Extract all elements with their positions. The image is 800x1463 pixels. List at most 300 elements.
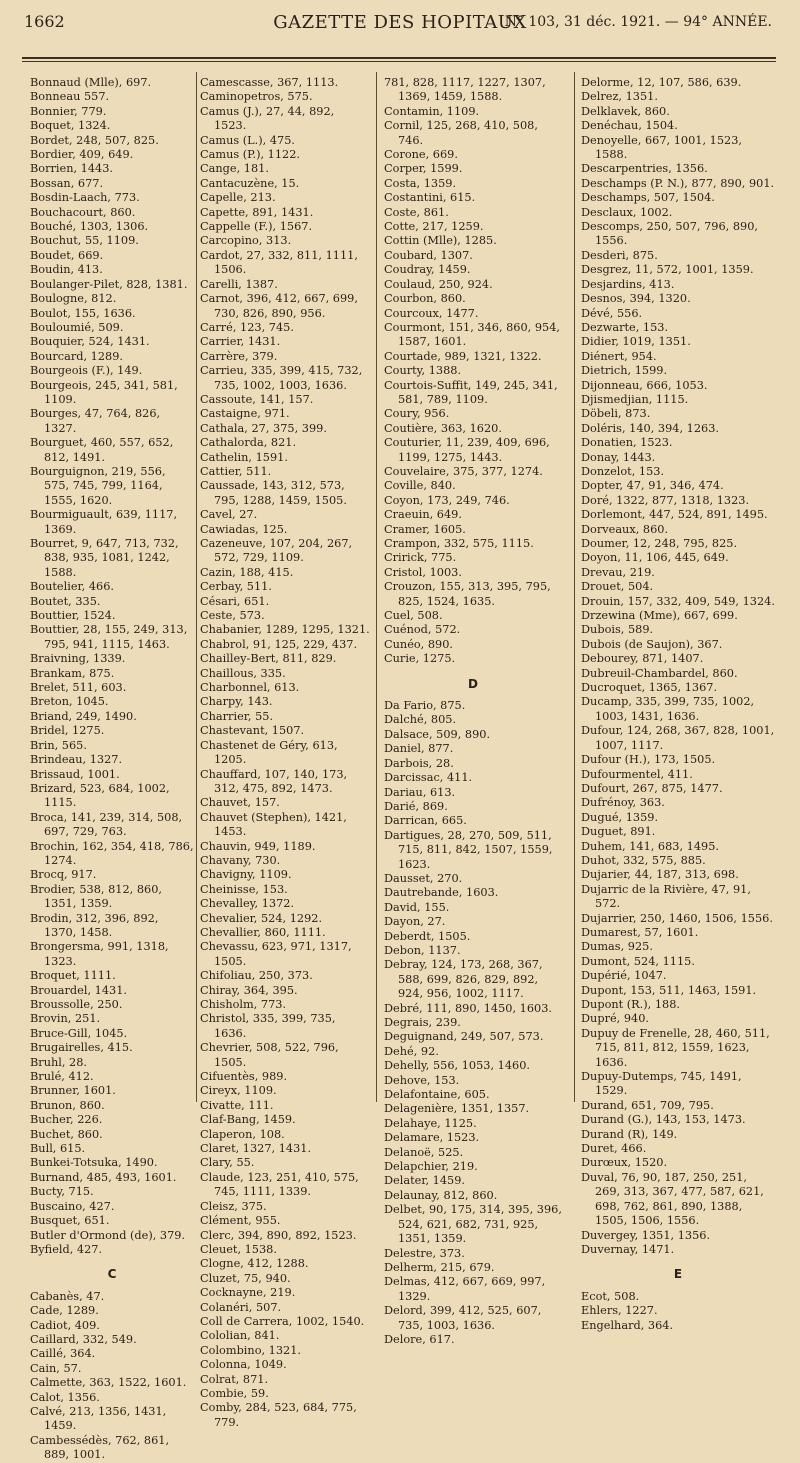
- index-entry: Coury, 956.: [384, 407, 450, 421]
- index-entry: Delestre, 373.: [384, 1246, 465, 1260]
- index-entry: Cambessédès, 762, 861, 889, 1001.: [30, 1433, 170, 1462]
- index-entry: Chisholm, 773.: [200, 998, 287, 1011]
- index-entry: Cathelin, 1591.: [200, 450, 288, 464]
- index-entry: Desnos, 394, 1320.: [581, 292, 691, 306]
- index-entry: Dupuy-Dutemps, 745, 1491, 1529.: [581, 1070, 742, 1098]
- index-entry: Caminopetros, 575.: [200, 90, 313, 104]
- index-entry: Bourguignon, 219, 556, 575, 745, 799, 1164, 1555, 1620.: [30, 464, 166, 507]
- index-entry: Borrien, 1443.: [30, 162, 114, 176]
- index-entry: Corone, 669.: [384, 148, 458, 162]
- index-entry: Claf-Bang, 1459.: [200, 1113, 296, 1127]
- index-entry: Charrier, 55.: [200, 709, 274, 723]
- index-entry: Corper, 1599.: [384, 162, 463, 176]
- index-entry: Caillard, 332, 549.: [30, 1332, 137, 1346]
- index-entry: Chevalier, 524, 1292.: [200, 911, 323, 925]
- index-entry: Desclaux, 1002.: [581, 205, 673, 219]
- index-entry: Duret, 466.: [581, 1142, 647, 1156]
- index-entry: Charpy, 143.: [200, 695, 273, 709]
- index-entry: Castaigne, 971.: [200, 407, 290, 421]
- index-entry: Darcissac, 411.: [384, 771, 473, 785]
- index-entry: Donatien, 1523.: [581, 436, 673, 450]
- index-entry: Diénert, 954.: [581, 349, 657, 363]
- index-entry: Dehé, 92.: [384, 1044, 439, 1058]
- index-entry: Desjardins, 413.: [581, 277, 675, 291]
- index-entry: Bouchut, 55, 1109.: [30, 234, 139, 248]
- index-entry: Bordet, 248, 507, 825.: [30, 133, 159, 147]
- index-entry: Dujarrier, 250, 1460, 1506, 1556.: [581, 911, 773, 925]
- index-entry: Chevallier, 860, 1111.: [200, 925, 326, 939]
- index-entry: Chauffard, 107, 140, 173, 312, 475, 892, 1473.: [200, 767, 348, 795]
- index-entry: Busquet, 651.: [30, 1214, 110, 1228]
- index-entry: Cunéo, 890.: [384, 637, 454, 651]
- index-entry: Cluzet, 75, 940.: [200, 1271, 291, 1285]
- index-entry: Brodier, 538, 812, 860, 1351, 1359.: [30, 882, 163, 911]
- index-entry: Boulogne, 812.: [30, 292, 117, 306]
- index-entry: Coubard, 1307.: [384, 248, 473, 262]
- index-entry: Delord, 399, 412, 525, 607, 735, 1003, 1636.: [384, 1304, 542, 1332]
- index-entry: Cleuet, 1538.: [200, 1242, 277, 1256]
- index-entry: Cantacuzène, 15.: [200, 176, 300, 190]
- index-entry: Coll de Carrera, 1002, 1540.: [200, 1314, 365, 1328]
- index-entry: Breton, 1045.: [30, 695, 109, 709]
- index-entry: Bossan, 677.: [30, 176, 104, 190]
- index-entry: Denéchau, 1504.: [581, 119, 678, 133]
- index-entry: Bruce-Gill, 1045.: [30, 1026, 128, 1040]
- index-entry: Bonnier, 779.: [30, 104, 107, 118]
- index-entry: Cazeneuve, 107, 204, 267, 572, 729, 1109.: [200, 537, 353, 565]
- index-entry: Brissaud, 1001.: [30, 767, 120, 781]
- index-column-4: [581, 76, 775, 1332]
- index-entry: Cuel, 508.: [384, 609, 443, 623]
- index-entry: Brulé, 412.: [30, 1070, 94, 1084]
- index-entry: Calmette, 363, 1522, 1601.: [30, 1376, 187, 1390]
- index-entry: Dupérié, 1047.: [581, 969, 667, 983]
- index-entry: Combie, 59.: [200, 1386, 269, 1400]
- index-entry: Drouet, 504.: [581, 580, 654, 594]
- index-entry: Cifuentès, 989.: [200, 1070, 288, 1084]
- index-entry: Denoyelle, 667, 1001, 1523, 1588.: [581, 133, 742, 162]
- index-entry: Courmont, 151, 346, 860, 954, 1587, 1601.: [384, 320, 561, 349]
- index-entry: Ducamp, 335, 399, 735, 1002, 1003, 1431, 1636.: [581, 695, 755, 723]
- index-entry: Duvernay, 1471.: [581, 1242, 675, 1256]
- index-entry: Darrican, 665.: [384, 814, 467, 828]
- index-entry: Descomps, 250, 507, 796, 890, 1556.: [581, 220, 758, 248]
- index-entry: Dubreuil-Chambardel, 860.: [581, 666, 738, 680]
- index-column-3: [384, 76, 562, 1346]
- index-entry: Cheinisse, 153.: [200, 882, 288, 896]
- index-entry: Buchet, 860.: [30, 1127, 103, 1141]
- index-entry: Debourey, 871, 1407.: [581, 652, 704, 666]
- index-entry: Carrieu, 335, 399, 415, 732, 735, 1002, 1003, 1636.: [200, 364, 363, 392]
- index-entry: Chabanier, 1289, 1295, 1321.: [200, 623, 370, 637]
- index-entry: Delaunay, 812, 860.: [384, 1188, 498, 1202]
- index-entry: Butler d'Ormond (de), 379.: [30, 1228, 186, 1242]
- index-entry: Cassoute, 141, 157.: [200, 392, 314, 406]
- index-entry: Camus (L.), 475.: [200, 133, 295, 147]
- index-entry: Bouché, 1303, 1306.: [30, 220, 149, 234]
- index-entry: Couvelaire, 375, 377, 1274.: [384, 464, 543, 478]
- index-entry: Claret, 1327, 1431.: [200, 1142, 312, 1156]
- index-entry: Desgrez, 11, 572, 1001, 1359.: [581, 263, 754, 277]
- index-entry: Brocq, 917.: [30, 868, 97, 882]
- index-entry: Cange, 181.: [200, 162, 269, 176]
- index-entry: Cardot, 27, 332, 811, 1111, 1506.: [200, 248, 358, 277]
- index-entry: Daniel, 877.: [384, 742, 454, 756]
- index-entry: Doyon, 11, 106, 445, 649.: [581, 551, 729, 565]
- index-entry: Cavel, 27.: [200, 508, 258, 522]
- index-entry: Bucher, 226.: [30, 1113, 103, 1127]
- index-entry: Drouin, 157, 332, 409, 549, 1324.: [581, 594, 775, 608]
- index-entry: Didier, 1019, 1351.: [581, 335, 691, 349]
- index-entry: Bouquier, 524, 1431.: [30, 335, 150, 349]
- index-entry: Doléris, 140, 394, 1263.: [581, 421, 719, 435]
- index-entry: Brankam, 875.: [30, 666, 115, 680]
- index-entry: Delmas, 412, 667, 669, 997, 1329.: [384, 1275, 546, 1303]
- index-entry: Doré, 1322, 877, 1318, 1323.: [581, 493, 750, 507]
- index-entry: Brindeau, 1327.: [30, 753, 123, 767]
- index-entry: Camus (J.), 27, 44, 892, 1523.: [200, 104, 335, 133]
- index-entry: Duvergey, 1351, 1356.: [581, 1228, 711, 1242]
- index-entry: Byfield, 427.: [30, 1242, 103, 1256]
- index-entry: Brunon, 860.: [30, 1098, 105, 1112]
- index-entry: Capette, 891, 1431.: [200, 205, 314, 219]
- index-entry: Chastenet de Géry, 613, 1205.: [200, 738, 338, 767]
- index-entry: Dupont, 153, 511, 1463, 1591.: [581, 983, 757, 997]
- index-entry: Brouardel, 1431.: [30, 983, 127, 997]
- index-entry: Djismedjian, 1115.: [581, 392, 689, 406]
- index-entry: Calot, 1356.: [30, 1390, 100, 1404]
- index-entry: Cathala, 27, 375, 399.: [200, 421, 327, 435]
- index-entry: Durand, 651, 709, 795.: [581, 1098, 714, 1112]
- index-entry: Delater, 1459.: [384, 1174, 465, 1188]
- index-entry: Bridel, 1275.: [30, 724, 105, 738]
- index-entry: Cotte, 217, 1259.: [384, 220, 484, 234]
- index-entry: Ecot, 508.: [581, 1289, 640, 1303]
- index-entry: Chailley-Bert, 811, 829.: [200, 652, 337, 666]
- page-number: 1662: [24, 12, 65, 31]
- index-entry: Cerbay, 511.: [200, 580, 272, 594]
- index-entry: Chaillous, 335.: [200, 666, 286, 680]
- index-entry: Carré, 123, 745.: [200, 320, 294, 334]
- index-entry: Duhot, 332, 575, 885.: [581, 853, 706, 867]
- index-column-1: [30, 76, 194, 1462]
- index-entry: Chevrier, 508, 522, 796, 1505.: [200, 1041, 339, 1069]
- section-letter: D: [468, 676, 478, 691]
- index-entry: David, 155.: [384, 900, 450, 914]
- index-entry: Delbet, 90, 175, 314, 395, 396, 524, 621, 682, 731, 925, 1351, 1359.: [384, 1203, 562, 1246]
- index-entry: Dufrénoy, 363.: [581, 796, 665, 810]
- index-entry: Crampon, 332, 575, 1115.: [384, 537, 534, 550]
- index-entry: Dubois, 589.: [581, 623, 654, 637]
- index-entry: Delahaye, 1125.: [384, 1116, 477, 1130]
- index-entry: Chiray, 364, 395.: [200, 983, 298, 997]
- index-entry: Curie, 1275.: [384, 652, 456, 666]
- index-entry: Cade, 1289.: [30, 1304, 99, 1318]
- index-entry: Delapchier, 219.: [384, 1160, 478, 1174]
- index-entry: Braivning, 1339.: [30, 652, 126, 666]
- index-entry: Dumas, 925.: [581, 940, 653, 954]
- index-entry: Claperon, 108.: [200, 1127, 285, 1141]
- index-entry: Chauvet (Stephen), 1421, 1453.: [200, 810, 347, 839]
- index-entry: Carcopino, 313.: [200, 234, 292, 248]
- journal-title: GAZETTE DES HOPITAUX: [273, 12, 527, 33]
- index-entry: Chabrol, 91, 125, 229, 437.: [200, 637, 358, 651]
- index-entry: Calvé, 213, 1356, 1431, 1459.: [30, 1404, 167, 1433]
- index-entry: Brongersma, 991, 1318, 1323.: [30, 940, 169, 968]
- index-entry: Chifoliau, 250, 373.: [200, 969, 313, 983]
- index-entry: Dupré, 940.: [581, 1012, 649, 1026]
- index-entry: Descarpentries, 1356.: [581, 162, 708, 176]
- index-entry: Cuénod, 572.: [384, 623, 461, 637]
- index-entry: Delorme, 12, 107, 586, 639.: [581, 76, 742, 89]
- index-entry: Durœux, 1520.: [581, 1156, 668, 1170]
- index-entry: Colanéri, 507.: [200, 1300, 282, 1314]
- index-entry: Bouloumié, 509.: [30, 320, 124, 334]
- index-entry: Dumont, 524, 1115.: [581, 954, 695, 968]
- index-entry: Chavigny, 1109.: [200, 868, 292, 882]
- index-entry: Ceste, 573.: [200, 609, 265, 623]
- index-entry: Dufour, 124, 268, 367, 828, 1001, 1007, 1117.: [581, 724, 775, 752]
- index-entry: Dugué, 1359.: [581, 810, 659, 824]
- index-entry: Desderi, 875.: [581, 248, 658, 262]
- index-entry: Duval, 76, 90, 187, 250, 251, 269, 313, 367, 477, 587, 621, 698, 762, 861, 890, 1388, 1505, 1506, 1556.: [581, 1170, 764, 1228]
- index-entry: Cabanès, 47.: [30, 1289, 105, 1303]
- index-entry: Courcoux, 1477.: [384, 306, 479, 320]
- index-entry: Delore, 617.: [384, 1332, 455, 1346]
- column-divider: [376, 72, 377, 1102]
- index-entry: Dalché, 805.: [384, 713, 457, 727]
- index-entry: Dijonneau, 666, 1053.: [581, 378, 708, 392]
- section-letter: C: [107, 1267, 117, 1282]
- index-entry: Duguet, 891.: [581, 825, 656, 839]
- index-entry: Cazin, 188, 415.: [200, 565, 294, 579]
- index-entry: Cocknayne, 219.: [200, 1286, 296, 1300]
- index-entry: Civatte, 111.: [200, 1098, 274, 1112]
- index-entry: Bourguet, 460, 557, 652, 812, 1491.: [30, 436, 174, 464]
- index-entry: Carrier, 1431.: [200, 335, 281, 349]
- index-entry: Bourmiguault, 639, 1117, 1369.: [30, 508, 178, 536]
- index-entry: Cririck, 775.: [384, 551, 457, 565]
- index-entry: Colonna, 1049.: [200, 1358, 287, 1372]
- index-entry: Debon, 1137.: [384, 943, 461, 957]
- index-entry: Delafontaine, 605.: [384, 1088, 490, 1102]
- index-entry: Bucty, 715.: [30, 1185, 94, 1199]
- index-entry: Chauvet, 157.: [200, 796, 280, 810]
- index-entry: Debré, 111, 890, 1450, 1603.: [384, 1001, 553, 1015]
- index-entry: 781, 828, 1117, 1227, 1307, 1369, 1459, 1588.: [384, 76, 546, 104]
- index-entry: Costa, 1359.: [384, 176, 457, 190]
- index-entry: Brin, 565.: [30, 738, 87, 752]
- index-entry: Bonneau 557.: [30, 90, 110, 104]
- index-entry: Durand (G.), 143, 153, 1473.: [581, 1113, 746, 1127]
- index-entry: Darbois, 28.: [384, 756, 454, 770]
- index-entry: Broussolle, 250.: [30, 998, 123, 1011]
- index-entry: Da Fario, 875.: [384, 699, 466, 713]
- index-entry: Contamin, 1109.: [384, 104, 480, 118]
- index-entry: Dorlemont, 447, 524, 891, 1495.: [581, 508, 768, 522]
- index-entry: Cololian, 841.: [200, 1329, 280, 1343]
- page-header: [0, 12, 800, 42]
- index-entry: Dausset, 270.: [384, 871, 463, 885]
- index-entry: Clary, 55.: [200, 1156, 255, 1170]
- index-entry: Bull, 615.: [30, 1142, 86, 1156]
- index-entry: Doumer, 12, 248, 795, 825.: [581, 537, 738, 550]
- index-entry: Deberdt, 1505.: [384, 929, 471, 943]
- index-entry: Claude, 123, 251, 410, 575, 745, 1111, 1339.: [200, 1170, 359, 1199]
- index-entry: Coyon, 173, 249, 746.: [384, 493, 510, 507]
- index-entry: Clerc, 394, 890, 892, 1523.: [200, 1228, 357, 1242]
- index-entry: Coste, 861.: [384, 205, 449, 219]
- index-entry: Courbon, 860.: [384, 292, 466, 306]
- index-entry: Donzelot, 153.: [581, 464, 665, 478]
- index-entry: Cain, 57.: [30, 1361, 82, 1375]
- index-entry: Dumarest, 57, 1601.: [581, 925, 699, 939]
- index-entry: Carnot, 396, 412, 667, 699, 730, 826, 890, 956.: [200, 292, 358, 320]
- index-entry: Dujarric de la Rivière, 47, 91, 572.: [581, 882, 751, 911]
- index-entry: Caussade, 143, 312, 573, 795, 1288, 1459, 1505.: [200, 479, 347, 507]
- index-entry: Ehlers, 1227.: [581, 1304, 658, 1318]
- index-entry: Christol, 335, 399, 735, 1636.: [200, 1012, 336, 1040]
- index-entry: Burnand, 485, 493, 1601.: [30, 1170, 177, 1184]
- index-entry: Coutière, 363, 1620.: [384, 421, 502, 435]
- index-entry: Bourgeois (F.), 149.: [30, 364, 143, 378]
- index-entry: Briand, 249, 1490.: [30, 709, 137, 723]
- index-entry: Donay, 1443.: [581, 450, 656, 464]
- index-entry: Dehove, 153.: [384, 1073, 460, 1087]
- index-entry: Courtade, 989, 1321, 1322.: [384, 349, 542, 363]
- index-entry: Courtois-Suffit, 149, 245, 341, 581, 789, 1109.: [384, 378, 558, 406]
- index-entry: Cramer, 1605.: [384, 522, 466, 536]
- index-entry: Deschamps, 507, 1504.: [581, 191, 715, 205]
- index-entry: Bruhl, 28.: [30, 1055, 88, 1069]
- index-entry: Buscaino, 427.: [30, 1199, 115, 1213]
- index-entry: Deguignand, 249, 507, 573.: [384, 1030, 544, 1044]
- index-entry: Comby, 284, 523, 684, 775, 779.: [200, 1401, 357, 1429]
- index-entry: Engelhard, 364.: [581, 1318, 674, 1332]
- index-entry: Chevassu, 623, 971, 1317, 1505.: [200, 940, 352, 968]
- index-entry: Cireyx, 1109.: [200, 1084, 277, 1098]
- index-entry: Dayon, 27.: [384, 915, 446, 929]
- index-entry: Caillé, 364.: [30, 1347, 96, 1361]
- index-entry: Delklavek, 860.: [581, 104, 670, 118]
- index-entry: Clogne, 412, 1288.: [200, 1257, 309, 1271]
- issue-info: N° 103, 31 déc. 1921. — 94° ANNÉE.: [504, 14, 772, 30]
- column-divider: [574, 72, 575, 1102]
- index-entry: Dartigues, 28, 270, 509, 511, 715, 811, 842, 1507, 1559, 1623.: [384, 828, 553, 871]
- index-entry: Courty, 1388.: [384, 364, 462, 378]
- index-entry: Drzewina (Mme), 667, 699.: [581, 609, 738, 623]
- index-entry: Drevau, 219.: [581, 565, 655, 579]
- index-entry: Brodin, 312, 396, 892, 1370, 1458.: [30, 911, 159, 939]
- index-entry: Dietrich, 1599.: [581, 364, 668, 378]
- index-entry: Carelli, 1387.: [200, 277, 278, 291]
- column-divider: [196, 72, 197, 1102]
- index-entry: Dezwarte, 153.: [581, 320, 669, 334]
- index-entry: Cottin (Mlle), 1285.: [384, 234, 497, 248]
- header-rule-thin: [22, 61, 776, 62]
- index-entry: Césari, 651.: [200, 594, 270, 608]
- index-entry: Boquet, 1324.: [30, 119, 111, 133]
- index-entry: Cappelle (F.), 1567.: [200, 220, 313, 234]
- section-letter: E: [673, 1267, 683, 1282]
- index-entry: Dehelly, 556, 1053, 1460.: [384, 1059, 531, 1073]
- index-entry: Bonnaud (Mlle), 697.: [30, 76, 152, 89]
- index-entry: Brizard, 523, 684, 1002, 1115.: [30, 781, 170, 810]
- index-entry: Craeuin, 649.: [384, 508, 462, 522]
- index-entry: Dupont (R.), 188.: [581, 998, 681, 1011]
- index-entry: Bosdin-Laach, 773.: [30, 191, 140, 205]
- index-entry: Coulaud, 250, 924.: [384, 277, 493, 291]
- index-entry: Chavany, 730.: [200, 853, 281, 867]
- index-entry: Darié, 869.: [384, 799, 448, 813]
- index-entry: Delherm, 215, 679.: [384, 1260, 495, 1274]
- index-entry: Delamare, 1523.: [384, 1131, 480, 1145]
- index-entry: Dufour (H.), 173, 1505.: [581, 753, 716, 767]
- index-entry: Camus (P.), 1122.: [200, 148, 300, 162]
- index-entry: Bouchacourt, 860.: [30, 205, 136, 219]
- index-entry: Cleisz, 375.: [200, 1199, 267, 1213]
- index-entry: Boutet, 335.: [30, 594, 101, 608]
- index-entry: Brovin, 251.: [30, 1012, 101, 1026]
- index-entry: Couturier, 11, 239, 409, 696, 1199, 1275, 1443.: [384, 436, 550, 464]
- index-entry: Colrat, 871.: [200, 1372, 269, 1386]
- index-entry: Brelet, 511, 603.: [30, 681, 127, 695]
- index-entry: Dévé, 556.: [581, 306, 643, 320]
- index-entry: Cadiot, 409.: [30, 1318, 100, 1332]
- index-entry: Degrais, 239.: [384, 1016, 461, 1029]
- index-entry: Boudet, 669.: [30, 248, 104, 262]
- index-entry: Cathalorda, 821.: [200, 436, 297, 450]
- index-entry: Broca, 141, 239, 314, 508, 697, 729, 763.: [30, 810, 183, 839]
- index-entry: Durand (R), 149.: [581, 1127, 678, 1141]
- index-entry: Debray, 124, 173, 268, 367, 588, 699, 826, 829, 892, 924, 956, 1002, 1117.: [384, 958, 543, 1001]
- index-entry: Cornil, 125, 268, 410, 508, 746.: [384, 119, 538, 147]
- index-entry: Carrère, 379.: [200, 349, 278, 363]
- index-entry: Crouzon, 155, 313, 395, 795, 825, 1524, 1635.: [384, 580, 551, 608]
- index-entry: Dupuy de Frenelle, 28, 460, 511, 715, 811, 812, 1559, 1623, 1636.: [581, 1026, 770, 1069]
- index-entry: Bourret, 9, 647, 713, 732, 838, 935, 1081, 1242, 1588.: [30, 537, 179, 579]
- index-entry: Bouttier, 28, 155, 249, 313, 795, 941, 1115, 1463.: [30, 623, 188, 651]
- index-entry: Cristol, 1003.: [384, 565, 462, 579]
- index-entry: Dujarier, 44, 187, 313, 698.: [581, 868, 739, 882]
- index-entry: Boulot, 155, 1636.: [30, 306, 136, 320]
- index-entry: Dorveaux, 860.: [581, 522, 669, 536]
- index-entry: Brochin, 162, 354, 418, 786, 1274.: [30, 839, 194, 867]
- index-entry: Delrez, 1351.: [581, 90, 658, 104]
- index-entry: Boulanger-Pilet, 828, 1381.: [30, 277, 188, 291]
- index-entry: Cawiadas, 125.: [200, 522, 288, 536]
- index-entry: Boutelier, 466.: [30, 580, 115, 594]
- index-entry: Broquet, 1111.: [30, 969, 116, 983]
- index-entry: Dufourt, 267, 875, 1477.: [581, 781, 723, 795]
- index-entry: Dautrebande, 1603.: [384, 886, 499, 900]
- index-entry: Camescasse, 367, 1113.: [200, 76, 339, 89]
- index-entry: Bunkei-Totsuka, 1490.: [30, 1156, 158, 1170]
- index-entry: Cattier, 511.: [200, 464, 272, 478]
- index-entry: Bordier, 409, 649.: [30, 148, 134, 162]
- index-entry: Boudin, 413.: [30, 263, 103, 277]
- index-entry: Dopter, 47, 91, 346, 474.: [581, 479, 724, 493]
- header-rule: [22, 57, 776, 59]
- index-entry: Chauvin, 949, 1189.: [200, 839, 316, 853]
- index-entry: Dalsace, 509, 890.: [384, 727, 491, 741]
- index-entry: Döbeli, 873.: [581, 407, 651, 421]
- index-entry: Bouttier, 1524.: [30, 609, 116, 623]
- index-entry: Ducroquet, 1365, 1367.: [581, 681, 718, 695]
- index-entry: Coville, 840.: [384, 479, 456, 493]
- index-entry: Dubois (de Saujon), 367.: [581, 637, 723, 651]
- index-entry: Colombino, 1321.: [200, 1343, 302, 1357]
